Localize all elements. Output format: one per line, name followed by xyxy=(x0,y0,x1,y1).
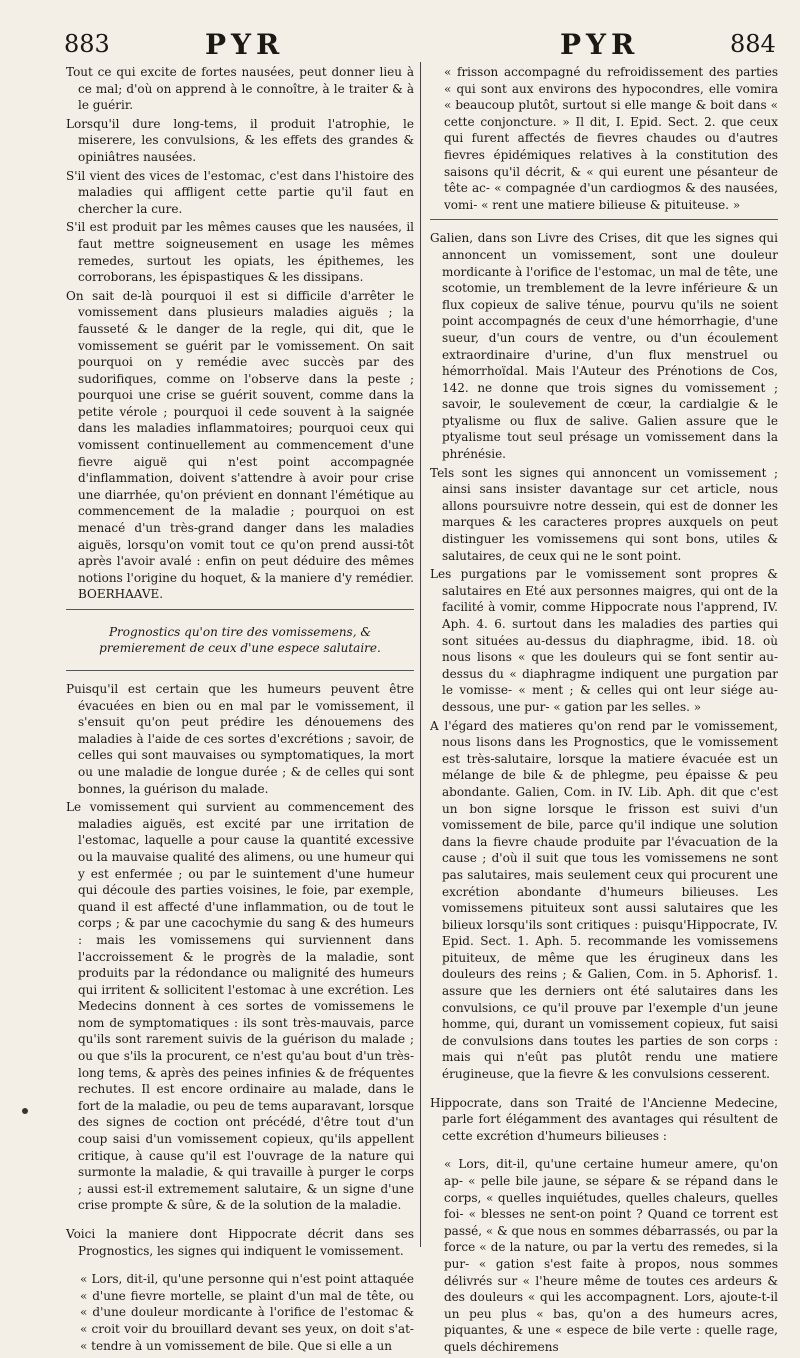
left-running-head: PYR xyxy=(205,28,285,61)
spacer xyxy=(430,1146,778,1156)
paragraph: S'il vient des vices de l'estomac, c'est dans l'histoire des maladies qui affligent cette partie qu'il faut en chercher la cure. xyxy=(66,168,414,216)
paragraph: Hippocrate, dans son Traité de l'Ancienne Medecine, parle fort élégamment des avantages qui résultent de cette excrétion d'humeurs bilieuses : xyxy=(430,1095,778,1143)
section-title: Prognostics qu'on tire des vomissemens, & premierement de ceux d'une espece salutaire. xyxy=(99,625,381,655)
left-page-number: 883 xyxy=(64,30,110,58)
spacer xyxy=(430,1085,778,1095)
section-rule xyxy=(66,670,414,671)
quotation: « frisson accompagné du refroidissement des parties « qui sont aux environs des hypocondres, elle vomira « beaucoup plutôt, surtout si elle mange & boit dans « cette conjoncture. » Il dit, I. Epid. Sect. 2. que ceux qui furent affectés de fievres chaudes ou d'autres fievres épidémiques relatives à la constitution des saisons qu'il décrit, & « qui eurent une pésanteur de tête ac- « compagnée d'un cardiogmos & des nausées, vomi- « rent une matiere bilieuse & pituiteuse. » xyxy=(444,65,778,212)
paragraph: On sait de-là pourquoi il est si difficile d'arrêter le vomissement dans plusieurs maladies aiguës ; la fausseté & le danger de la regle, qui dit, que le vomissement se guérit par le vomissement. On sait pourquoi on y remédie avec succès par des sudorifiques, comme on l'observe dans la peste ; pourquoi une crise se guérit souvent, comme dans la petite vérole ; pourquoi il cede souvent à la saignée dans les maladies inflammatoires; pourquoi ceux qui vomissent continuellement au commencement d'une fievre aiguë qui n'est point accompagnée d'inflammation, doivent s'attendre à avoir pour crise une diarrhée, qu'on prévient en donnant l'émétique au commencement de la maladie ; pourquoi on est menacé d'un très-grand danger dans les maladies aiguës, lorsqu'on vomit tout ce qu'on prend aussi-tôt après l'avoir avalé : enfin on peut déduire des mêmes notions l'origine du hoquet, & la maniere d'y remédier. BOERHAAVE. xyxy=(66,288,414,602)
paragraph: Voici la maniere dont Hippocrate décrit dans ses Prognostics, les signes qui indiquent le vomissement. xyxy=(66,1227,414,1258)
section-rule xyxy=(66,609,414,610)
paragraph: Galien, dans son Livre des Crises, dit que les signes qui annoncent un vomissement, sont une douleur mordicante à l'orifice de l'estomac, un mal de tête, une scotomie, un tremblement de la levre inférieure & un flux copieux de salive ténue, pourvu qu'ils ne soient point accompagnés de ceux d'une hémorrhagie, d'une sueur, d'un cours de ventre, ou d'un écoulement extraordinaire d'urine, d'un flux menstruel ou hémorrhoïdal. Mais l'Auteur des Prénotions de Cos, 142. ne donne que trois signes du vomissement ; savoir, le soulevement de cœur, la cardialgie & le ptyalisme ou flux de salive. Galien assure que le ptyalisme tout seul présage un vomissement dans la phrénésie. xyxy=(430,231,778,462)
paragraph: A l'égard des matieres qu'on rend par le vomissement, nous lisons dans les Prognostics, que le vomissement est très-salutaire, lorsque la matiere évacuée est un mélange de bile & de phlegme, peu épaisse & peu abondante. Galien, Com. in IV. Lib. Aph. dit que c'est un bon signe lorsque le frisson est suivi d'un vomissement de bile, parce qu'il indique une solution dans la fievre chaude produite par l'évacuation de la cause ; d'où il suit que tous les vomissemens ne sont pas salutaires, mais seulement ceux qui procurent une excrétion abondante d'humeurs bilieuses. Les vomissemens pituiteux sont aussi salutaires que les bilieux lorsqu'ils sont critiques : puisqu'Hippocrate, IV. Epid. Sect. 1. Aph. 5. recommande les vomissemens pituiteux, de même que les érugineux dans les douleurs des reins ; & Galien, Com. in 5. Aphorisf. 1. assure que les derniers ont été salutaires dans les convulsions, ce qu'il prouve par l'exemple d'un jeune homme, qui, durant un vomissement copieux, fut saisi de convulsions dans toutes les parties de son corps : mais qui n'eût pas plutôt rendu une matiere érugineuse, que la fievre & les convulsions cesserent. xyxy=(430,718,778,1082)
paragraph: S'il est produit par les mêmes causes que les nausées, il faut mettre soigneusement en usage les mêmes remedes, surtout les opiats, les épithemes, les corroborans, les épispastiques & les dissipans. xyxy=(66,220,414,285)
column-divider xyxy=(420,62,421,1247)
paragraph: Le vomissement qui survient au commencement des maladies aiguës, est excité par une irritation de l'estomac, laquelle a pour cause la quantité excessive ou la mauvaise qualité des alimens, ou une humeur qui y est enfermée ; ou par le suintement d'une humeur qui découle des parties voisines, le foie, par exemple, quand il est affecté d'une inflammation, ou de tout le corps ; & par une cacochymie du sang & des humeurs : mais les vomissemens qui surviennent dans l'accroissement & le progrès de la maladie, sont produits par la rédondance ou malignité des humeurs qui irritent & sollicitent l'estomac à une excrétion. Les Medecins donnent à ces sortes de vomissemens le nom de symptomatiques : ils sont très-mauvais, parce qu'ils sont rarement suivis de la guérison du malade ; ou que s'ils la procurent, ce n'est qu'au bout d'un très-long tems, & après des peines infinies & de fréquentes rechutes. Il est encore ordinaire au malade, dans le fort de la maladie, ou peu de tems auparavant, lorsque des signes de coction ont précédé, d'être tout d'un coup saisi d'un vomissement copieux, qu'ils appellent critique, à cause qu'il est l'ouvrage de la nature qui surmonte la maladie, & qui travaille à purger le corps ; aussi est-il extremement salutaire, & un signe d'une crise prompte & sûre, & de la solution de la maladie. xyxy=(66,800,414,1213)
left-column xyxy=(66,64,414,1356)
spacer xyxy=(66,1261,414,1271)
right-page-number: 884 xyxy=(730,30,776,58)
paragraph: Tels sont les signes qui annoncent un vomissement ; ainsi sans insister davantage sur cet article, nous allons poursuivre notre dessein, qui est de donner les marques & les caracteres propres auxquels on peut distinguer les vomissemens qui sont bons, utiles & salutaires, de ceux qui ne le sont point. xyxy=(430,465,778,563)
quotation: « Lors, dit-il, qu'une personne qui n'est point attaquée « d'une fievre mortelle, se plaint d'un mal de tête, ou « d'une douleur mordicante à l'orifice de l'estomac & « croit voir du brouillard devant ses yeux, on doit s'at- « tendre à un vomissement de bile. Que si elle a un xyxy=(80,1272,414,1353)
right-running-head: PYR xyxy=(560,28,640,61)
spacer xyxy=(66,1216,414,1226)
page-header xyxy=(0,0,800,60)
paragraph: Les purgations par le vomissement sont propres & salutaires en Eté aux personnes maigres, qui ont de la facilité à vomir, comme Hippocrate nous l'apprend, IV. Aph. 4. 6. surtout dans les maladies des parties qui sont situées au-dessus du diaphragme, ibid. 18. où nous lisons « que les douleurs qui se font sentir au-dessus du « diaphragme indiquent une purgation par le vomisse- « ment ; & celles qui ont leur siége au-dessous, une pur- « gation par les selles. » xyxy=(430,567,778,714)
ink-spot xyxy=(22,1108,28,1114)
paragraph: Lorsqu'il dure long-tems, il produit l'atrophie, le miserere, les convulsions, & les effets des grandes & opiniâtres nausées. xyxy=(66,116,414,164)
right-column xyxy=(430,64,778,1358)
paragraph: Tout ce qui excite de fortes nausées, peut donner lieu à ce mal; d'où on apprend à le connoître, à le traiter & à le guérir. xyxy=(66,65,414,113)
quotation: « Lors, dit-il, qu'une certaine humeur amere, qu'on ap- « pelle bile jaune, se sépare & se répand dans le corps, « quelles inquiétudes, quelles chaleurs, quelles foi- « blesses ne sent-on point ? Quand ce torrent est passé, « & que nous en sommes débarrassés, ou par la force « de la nature, ou par la vertu des remedes, si la pur- « gation s'est faite à propos, nous sommes délivrés sur « l'heure même de toutes ces ardeurs & des douleurs « qui les accompagnent. Lors, ajoute-t-il un peu plus « bas, qu'on a des humeurs acres, piquantes, & une « espece de bile verte : quelle rage, quels déchiremens xyxy=(444,1157,778,1354)
paragraph: Puisqu'il est certain que les humeurs peuvent être évacuées en bien ou en mal par le vomissement, il s'ensuit qu'on peut prédire les dénouemens des maladies à l'aide de ces sortes d'excrétions ; savoir, de celles qui sont mauvaises ou symptomatiques, la mort ou une maladie de longue durée ; & de celles qui sont bonnes, la guérison du malade. xyxy=(66,682,414,796)
section-rule xyxy=(430,219,778,220)
